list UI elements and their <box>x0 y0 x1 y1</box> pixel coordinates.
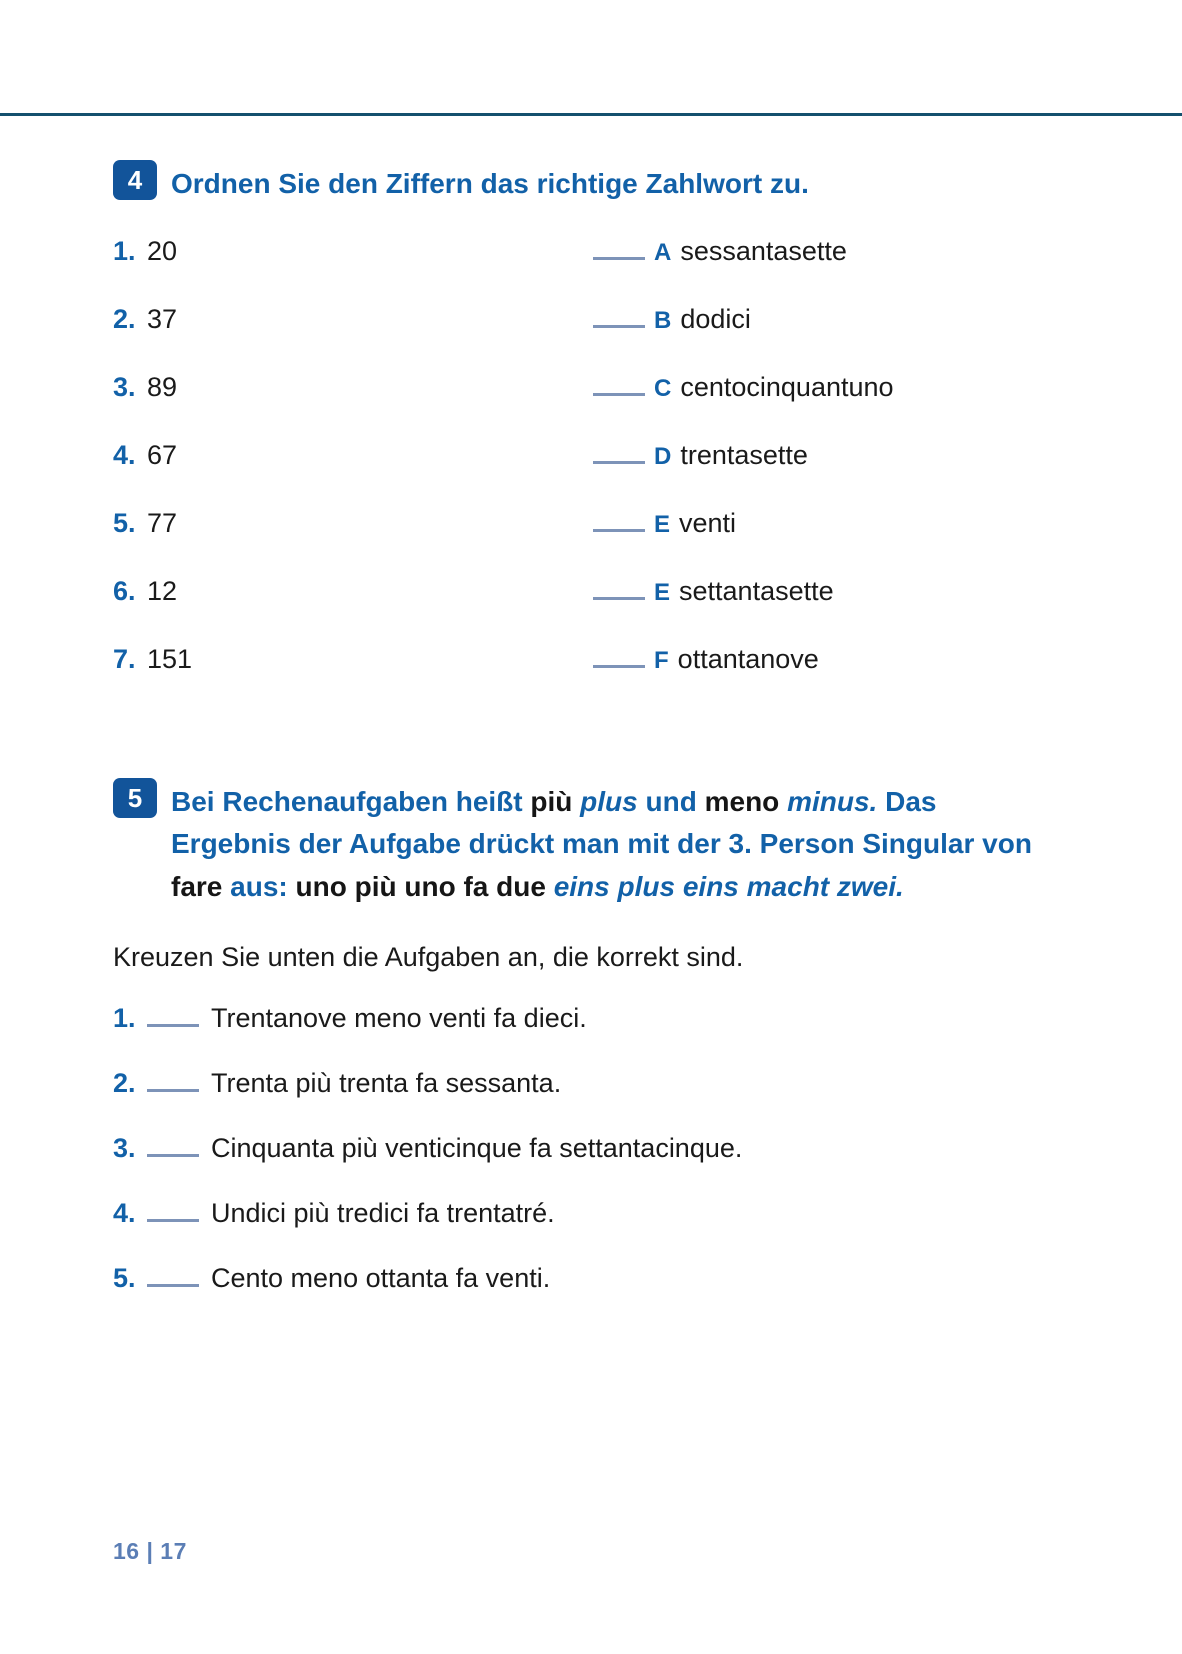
exercise-4-header <box>113 160 1073 206</box>
match-row <box>113 508 1073 546</box>
match-option-letter: D <box>654 442 672 470</box>
match-left-cell <box>113 508 593 539</box>
check-row <box>113 1068 1073 1104</box>
check-row <box>113 1003 1073 1039</box>
exercise-5-title <box>171 778 1051 909</box>
answer-blank[interactable] <box>147 1069 199 1092</box>
answer-blank[interactable] <box>593 373 645 396</box>
match-item-number: 2. <box>113 303 136 334</box>
answer-blank[interactable] <box>147 1264 199 1287</box>
check-item-text: Cinquanta più venticinque fa settantacinque. <box>211 1133 743 1164</box>
match-item-number: 4. <box>113 439 136 470</box>
title-segment: minus. <box>787 785 878 817</box>
match-row <box>113 644 1073 682</box>
match-option-word: trentasette <box>680 439 808 470</box>
match-right-cell <box>593 508 1073 539</box>
answer-blank[interactable] <box>593 441 645 464</box>
check-item-number: 4. <box>113 1198 136 1229</box>
match-item-digit: 151 <box>147 643 193 674</box>
title-segment: plus <box>580 785 646 817</box>
match-option-letter: E <box>654 510 671 538</box>
match-right-cell <box>593 644 1073 675</box>
check-item-number: 2. <box>113 1068 136 1099</box>
match-right-cell <box>593 440 1073 471</box>
match-option-letter: B <box>654 306 672 334</box>
match-option-word: ottantanove <box>677 643 819 674</box>
match-right-cell <box>593 236 1073 267</box>
match-left-cell <box>113 372 593 403</box>
section-spacer <box>113 712 1073 778</box>
match-row <box>113 576 1073 614</box>
match-option-letter: C <box>654 374 672 402</box>
answer-blank[interactable] <box>593 577 645 600</box>
check-item-number: 3. <box>113 1133 136 1164</box>
match-item-digit: 67 <box>147 439 178 470</box>
check-item-text: Trentanove meno venti fa dieci. <box>211 1003 587 1034</box>
exercise-5 <box>113 778 1073 1300</box>
title-segment: eins plus eins macht zwei. <box>553 870 904 902</box>
match-row <box>113 304 1073 342</box>
match-item-digit: 89 <box>147 371 178 402</box>
title-segment: und <box>645 785 705 817</box>
match-left-cell <box>113 236 593 267</box>
match-left-cell <box>113 440 593 471</box>
match-left-cell <box>113 576 593 607</box>
match-item-number: 6. <box>113 575 136 606</box>
match-item-number: 5. <box>113 507 136 538</box>
match-option-letter: F <box>654 646 669 674</box>
match-option-letter: E <box>654 578 671 606</box>
title-segment: più <box>530 785 581 817</box>
exercise-4 <box>113 160 1073 682</box>
match-item-digit: 12 <box>147 575 178 606</box>
answer-blank[interactable] <box>593 237 645 260</box>
title-segment: Das Ergebnis der Aufgabe drückt man mit der 3. Person Singular von <box>171 785 1032 860</box>
answer-blank[interactable] <box>593 305 645 328</box>
exercise-5-instruction: Kreuzen Sie unten die Aufgaben an, die korrekt sind. <box>113 942 744 973</box>
check-row <box>113 1133 1073 1169</box>
match-item-digit: 20 <box>147 235 178 266</box>
title-segment: meno <box>704 785 788 817</box>
answer-blank[interactable] <box>593 645 645 668</box>
matching-list <box>113 236 1073 682</box>
title-segment: aus: <box>230 870 296 902</box>
answer-blank[interactable] <box>593 509 645 532</box>
answer-blank[interactable] <box>147 1004 199 1027</box>
match-row <box>113 440 1073 478</box>
match-item-number: 7. <box>113 643 136 674</box>
answer-blank[interactable] <box>147 1134 199 1157</box>
page-content <box>113 160 1073 1328</box>
header-rule <box>0 113 1182 116</box>
exercise-4-badge: 4 <box>113 160 157 200</box>
match-left-cell <box>113 304 593 335</box>
title-segment: fare <box>171 870 231 902</box>
check-item-text: Trenta più trenta fa sessanta. <box>211 1068 562 1099</box>
match-right-cell <box>593 372 1073 403</box>
match-item-digit: 37 <box>147 303 178 334</box>
match-option-word: dodici <box>680 303 751 334</box>
page-number: 16 | 17 <box>113 1538 187 1564</box>
match-item-number: 3. <box>113 371 136 402</box>
match-right-cell <box>593 576 1073 607</box>
check-item-number: 1. <box>113 1003 136 1034</box>
answer-blank[interactable] <box>147 1199 199 1222</box>
check-row <box>113 1198 1073 1234</box>
exercise-4-title: Ordnen Sie den Ziffern das richtige Zahlwort zu. <box>171 168 809 199</box>
match-left-cell <box>113 644 593 675</box>
match-option-word: venti <box>679 507 737 538</box>
title-segment: Bei Rechenaufgaben heißt <box>171 785 531 817</box>
match-option-word: settantasette <box>679 575 834 606</box>
exercise-5-badge: 5 <box>113 778 157 818</box>
match-option-word: centocinquantuno <box>680 371 894 402</box>
title-segment: uno più uno fa due <box>295 870 554 902</box>
check-item-text: Cento meno ottanta fa venti. <box>211 1263 551 1294</box>
check-row <box>113 1263 1073 1299</box>
match-option-word: sessantasette <box>680 235 847 266</box>
exercise-5-header <box>113 778 1073 909</box>
match-row <box>113 236 1073 274</box>
check-item-number: 5. <box>113 1263 136 1294</box>
match-item-number: 1. <box>113 235 136 266</box>
check-list <box>113 1003 1073 1299</box>
match-right-cell <box>593 304 1073 335</box>
match-row <box>113 372 1073 410</box>
check-item-text: Undici più tredici fa trentatré. <box>211 1198 555 1229</box>
match-option-letter: A <box>654 238 672 266</box>
match-item-digit: 77 <box>147 507 178 538</box>
